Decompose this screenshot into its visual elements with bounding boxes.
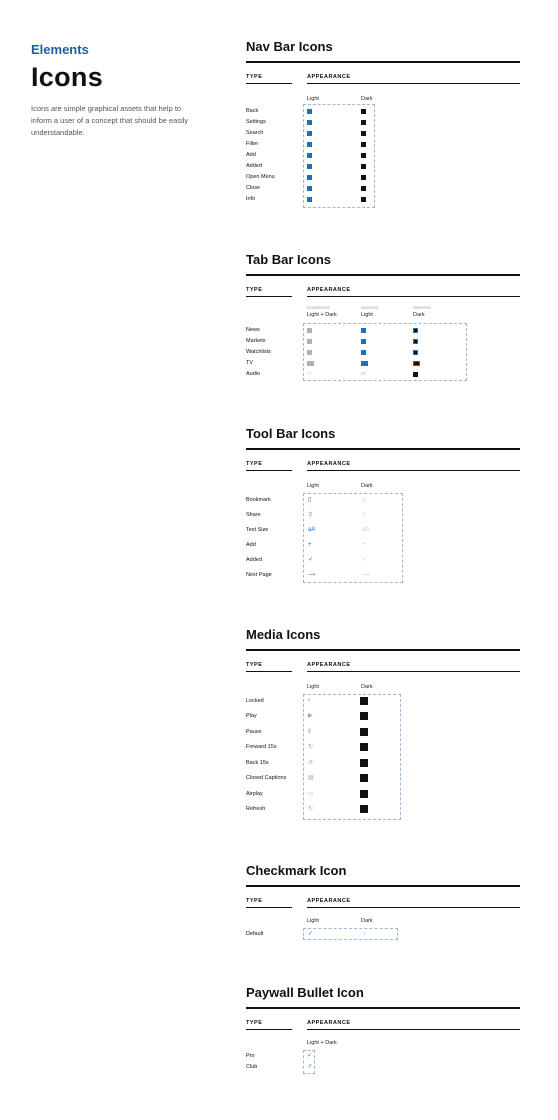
row-label: Bookmark — [246, 497, 271, 503]
back-15-icon: ↺ — [308, 760, 314, 766]
row-label: Share — [246, 512, 261, 518]
col-light: Light — [307, 96, 319, 102]
row-label: Default — [246, 931, 264, 937]
play-icon — [360, 712, 368, 720]
closed-captions-icon — [360, 774, 368, 782]
row-label: Club — [246, 1064, 258, 1070]
news-icon — [307, 328, 312, 333]
close-icon — [307, 186, 312, 191]
appearance-header: APPEARANCE — [307, 662, 351, 668]
info-icon — [307, 197, 312, 202]
section-title: Paywall Bullet Icon — [246, 985, 364, 1000]
appearance-header: APPEARANCE — [307, 898, 351, 904]
close-icon — [361, 186, 366, 191]
row-label: News — [246, 327, 260, 333]
icon-grid-frame — [303, 928, 398, 940]
pause-icon — [360, 728, 368, 736]
table-header — [246, 74, 520, 92]
forward-15-icon: ↻ — [308, 744, 314, 750]
type-header: TYPE — [246, 662, 263, 668]
page-intro — [31, 42, 201, 139]
column-headers — [246, 92, 520, 108]
table-header — [246, 461, 520, 479]
airplay-icon: ▭ — [308, 791, 314, 797]
share-icon: ⇧ — [308, 512, 314, 518]
row-label: Filter — [246, 141, 259, 147]
row-label: Search — [246, 130, 264, 136]
row-label: Closed Captions — [246, 775, 287, 781]
checkmark-icon: ✓ — [362, 931, 368, 937]
text-size-icon: aA — [362, 527, 370, 533]
added-icon — [307, 164, 312, 169]
audio-icon: ∩ — [307, 371, 312, 377]
row-label: Play — [246, 713, 257, 719]
open-menu-icon — [361, 175, 366, 180]
row-label: Audio — [246, 371, 261, 377]
section-title: Tool Bar Icons — [246, 426, 336, 441]
table-header — [246, 898, 520, 916]
settings-icon — [307, 120, 312, 125]
audio-icon: ∩ — [361, 371, 366, 377]
media-rows — [246, 698, 520, 818]
play-icon: ▶ — [308, 713, 313, 719]
back-icon — [361, 109, 366, 114]
refresh-icon: ↻ — [308, 806, 314, 812]
type-header: TYPE — [246, 74, 263, 80]
tv-icon — [413, 361, 420, 366]
next-page-icon: ⟶ — [308, 572, 316, 578]
section-divider — [246, 1007, 520, 1009]
info-icon — [361, 197, 366, 202]
filter-icon — [361, 142, 366, 147]
section-divider — [246, 61, 520, 63]
bookmark-icon: ▯ — [308, 497, 312, 503]
next-page-icon: ⟶ — [362, 572, 370, 578]
airplay-icon — [360, 790, 368, 798]
paywall-rows — [246, 1053, 520, 1075]
row-label: TV — [246, 360, 254, 366]
added-icon: ✓ — [308, 557, 314, 563]
watchlists-icon — [361, 350, 366, 355]
row-label: Refresh — [246, 806, 266, 812]
col-dark: Dark — [361, 96, 373, 102]
table-header — [246, 662, 520, 680]
page-title: Icons — [31, 62, 104, 92]
row-label: Settings — [246, 119, 266, 125]
type-header: TYPE — [246, 461, 263, 467]
lock-icon: • — [308, 698, 311, 704]
news-icon — [413, 328, 418, 333]
tool-rows — [246, 497, 520, 577]
row-label: Add — [246, 542, 256, 548]
search-icon — [307, 131, 312, 136]
row-label: Open Menu — [246, 174, 275, 180]
add-icon — [307, 153, 312, 158]
row-label: Close — [246, 185, 261, 191]
row-label: Back 15s — [246, 760, 269, 766]
club-bullet-icon: ↗ — [307, 1064, 313, 1070]
lock-icon — [360, 697, 368, 705]
row-label: Added — [246, 163, 262, 169]
text-size-icon: aA — [308, 527, 316, 533]
type-header: TYPE — [246, 898, 263, 904]
section-divider — [246, 649, 520, 651]
page-eyebrow: Elements — [31, 42, 89, 57]
col-light: Light — [307, 918, 319, 924]
paywall-section — [246, 984, 520, 1075]
section-title: Media Icons — [246, 627, 321, 642]
added-icon — [361, 164, 366, 169]
search-icon — [361, 131, 366, 136]
markets-icon — [413, 339, 418, 344]
column-headers — [246, 1038, 520, 1053]
add-icon: + — [362, 542, 366, 548]
col3-sub: Selected — [413, 305, 431, 310]
table-header — [246, 287, 520, 305]
section-divider — [246, 885, 520, 887]
col-light: Light — [307, 483, 319, 489]
markets-icon — [307, 339, 312, 344]
col2-label: Light — [361, 312, 373, 318]
section-divider — [246, 274, 520, 276]
col1-label: Light + Dark — [307, 312, 337, 318]
section-title: Checkmark Icon — [246, 863, 347, 878]
icon-grid-frame — [303, 694, 401, 820]
col3-label: Dark — [413, 312, 425, 318]
tool-bar-section — [246, 425, 520, 577]
col2-sub: Selected — [361, 305, 379, 310]
back-icon — [307, 109, 312, 114]
audio-icon — [413, 372, 418, 377]
markets-icon — [361, 339, 366, 344]
row-label: Locked — [246, 698, 264, 704]
icon-grid-frame — [303, 493, 403, 583]
closed-captions-icon: ▤ — [308, 775, 314, 781]
row-label: Forward 15s — [246, 744, 277, 750]
appearance-header: APPEARANCE — [307, 1020, 351, 1026]
col1-sub: Unselected — [307, 305, 330, 310]
type-header: TYPE — [246, 287, 263, 293]
settings-icon — [361, 120, 366, 125]
col-light: Light — [307, 684, 319, 690]
col-dark: Dark — [361, 483, 373, 489]
row-label: Added — [246, 557, 262, 563]
row-label: Add — [246, 152, 256, 158]
add-icon — [361, 153, 366, 158]
back-15-icon — [360, 759, 368, 767]
tab-bar-section — [246, 251, 520, 383]
forward-15-icon — [360, 743, 368, 751]
share-icon: ⇧ — [362, 512, 368, 518]
row-label: Info — [246, 196, 256, 202]
bookmark-icon: ▯ — [362, 497, 366, 503]
nav-bar-section — [246, 38, 520, 208]
checkmark-rows — [246, 931, 520, 941]
section-title: Tab Bar Icons — [246, 252, 332, 267]
appearance-header: APPEARANCE — [307, 74, 351, 80]
row-label: Next Page — [246, 572, 272, 578]
news-icon — [361, 328, 366, 333]
row-label: Pause — [246, 729, 262, 735]
row-label: Pro — [246, 1053, 255, 1059]
media-section — [246, 626, 520, 818]
pause-icon: Ⅱ — [308, 729, 311, 735]
col-light-dark: Light + Dark — [307, 1040, 337, 1046]
type-header: TYPE — [246, 1020, 263, 1026]
pro-bullet-icon: ✓ — [307, 1053, 313, 1059]
tv-icon — [361, 361, 368, 366]
row-label: Airplay — [246, 791, 263, 797]
appearance-header: APPEARANCE — [307, 287, 351, 293]
refresh-icon — [360, 805, 368, 813]
icon-grid-frame — [303, 323, 467, 381]
row-label: Watchlists — [246, 349, 271, 355]
row-label: Back — [246, 108, 259, 114]
filter-icon — [307, 142, 312, 147]
tab-rows — [246, 327, 520, 383]
row-label: Text Size — [246, 527, 269, 533]
checkmark-section — [246, 862, 520, 941]
col-dark: Dark — [361, 684, 373, 690]
tv-icon — [307, 361, 314, 366]
open-menu-icon — [307, 175, 312, 180]
checkmark-icon: ✓ — [308, 931, 314, 937]
nav-rows — [246, 108, 520, 208]
appearance-header: APPEARANCE — [307, 461, 351, 467]
watchlists-icon — [413, 350, 418, 355]
section-divider — [246, 448, 520, 450]
table-header — [246, 1020, 520, 1038]
added-icon: ✓ — [362, 557, 368, 563]
col-dark: Dark — [361, 918, 373, 924]
row-label: Markets — [246, 338, 266, 344]
page-intro-text: Icons are simple graphical assets that help to inform a user of a concept that should be easily understandable. — [31, 104, 189, 137]
add-icon: + — [308, 542, 312, 548]
section-title: Nav Bar Icons — [246, 39, 333, 54]
watchlists-icon — [307, 350, 312, 355]
